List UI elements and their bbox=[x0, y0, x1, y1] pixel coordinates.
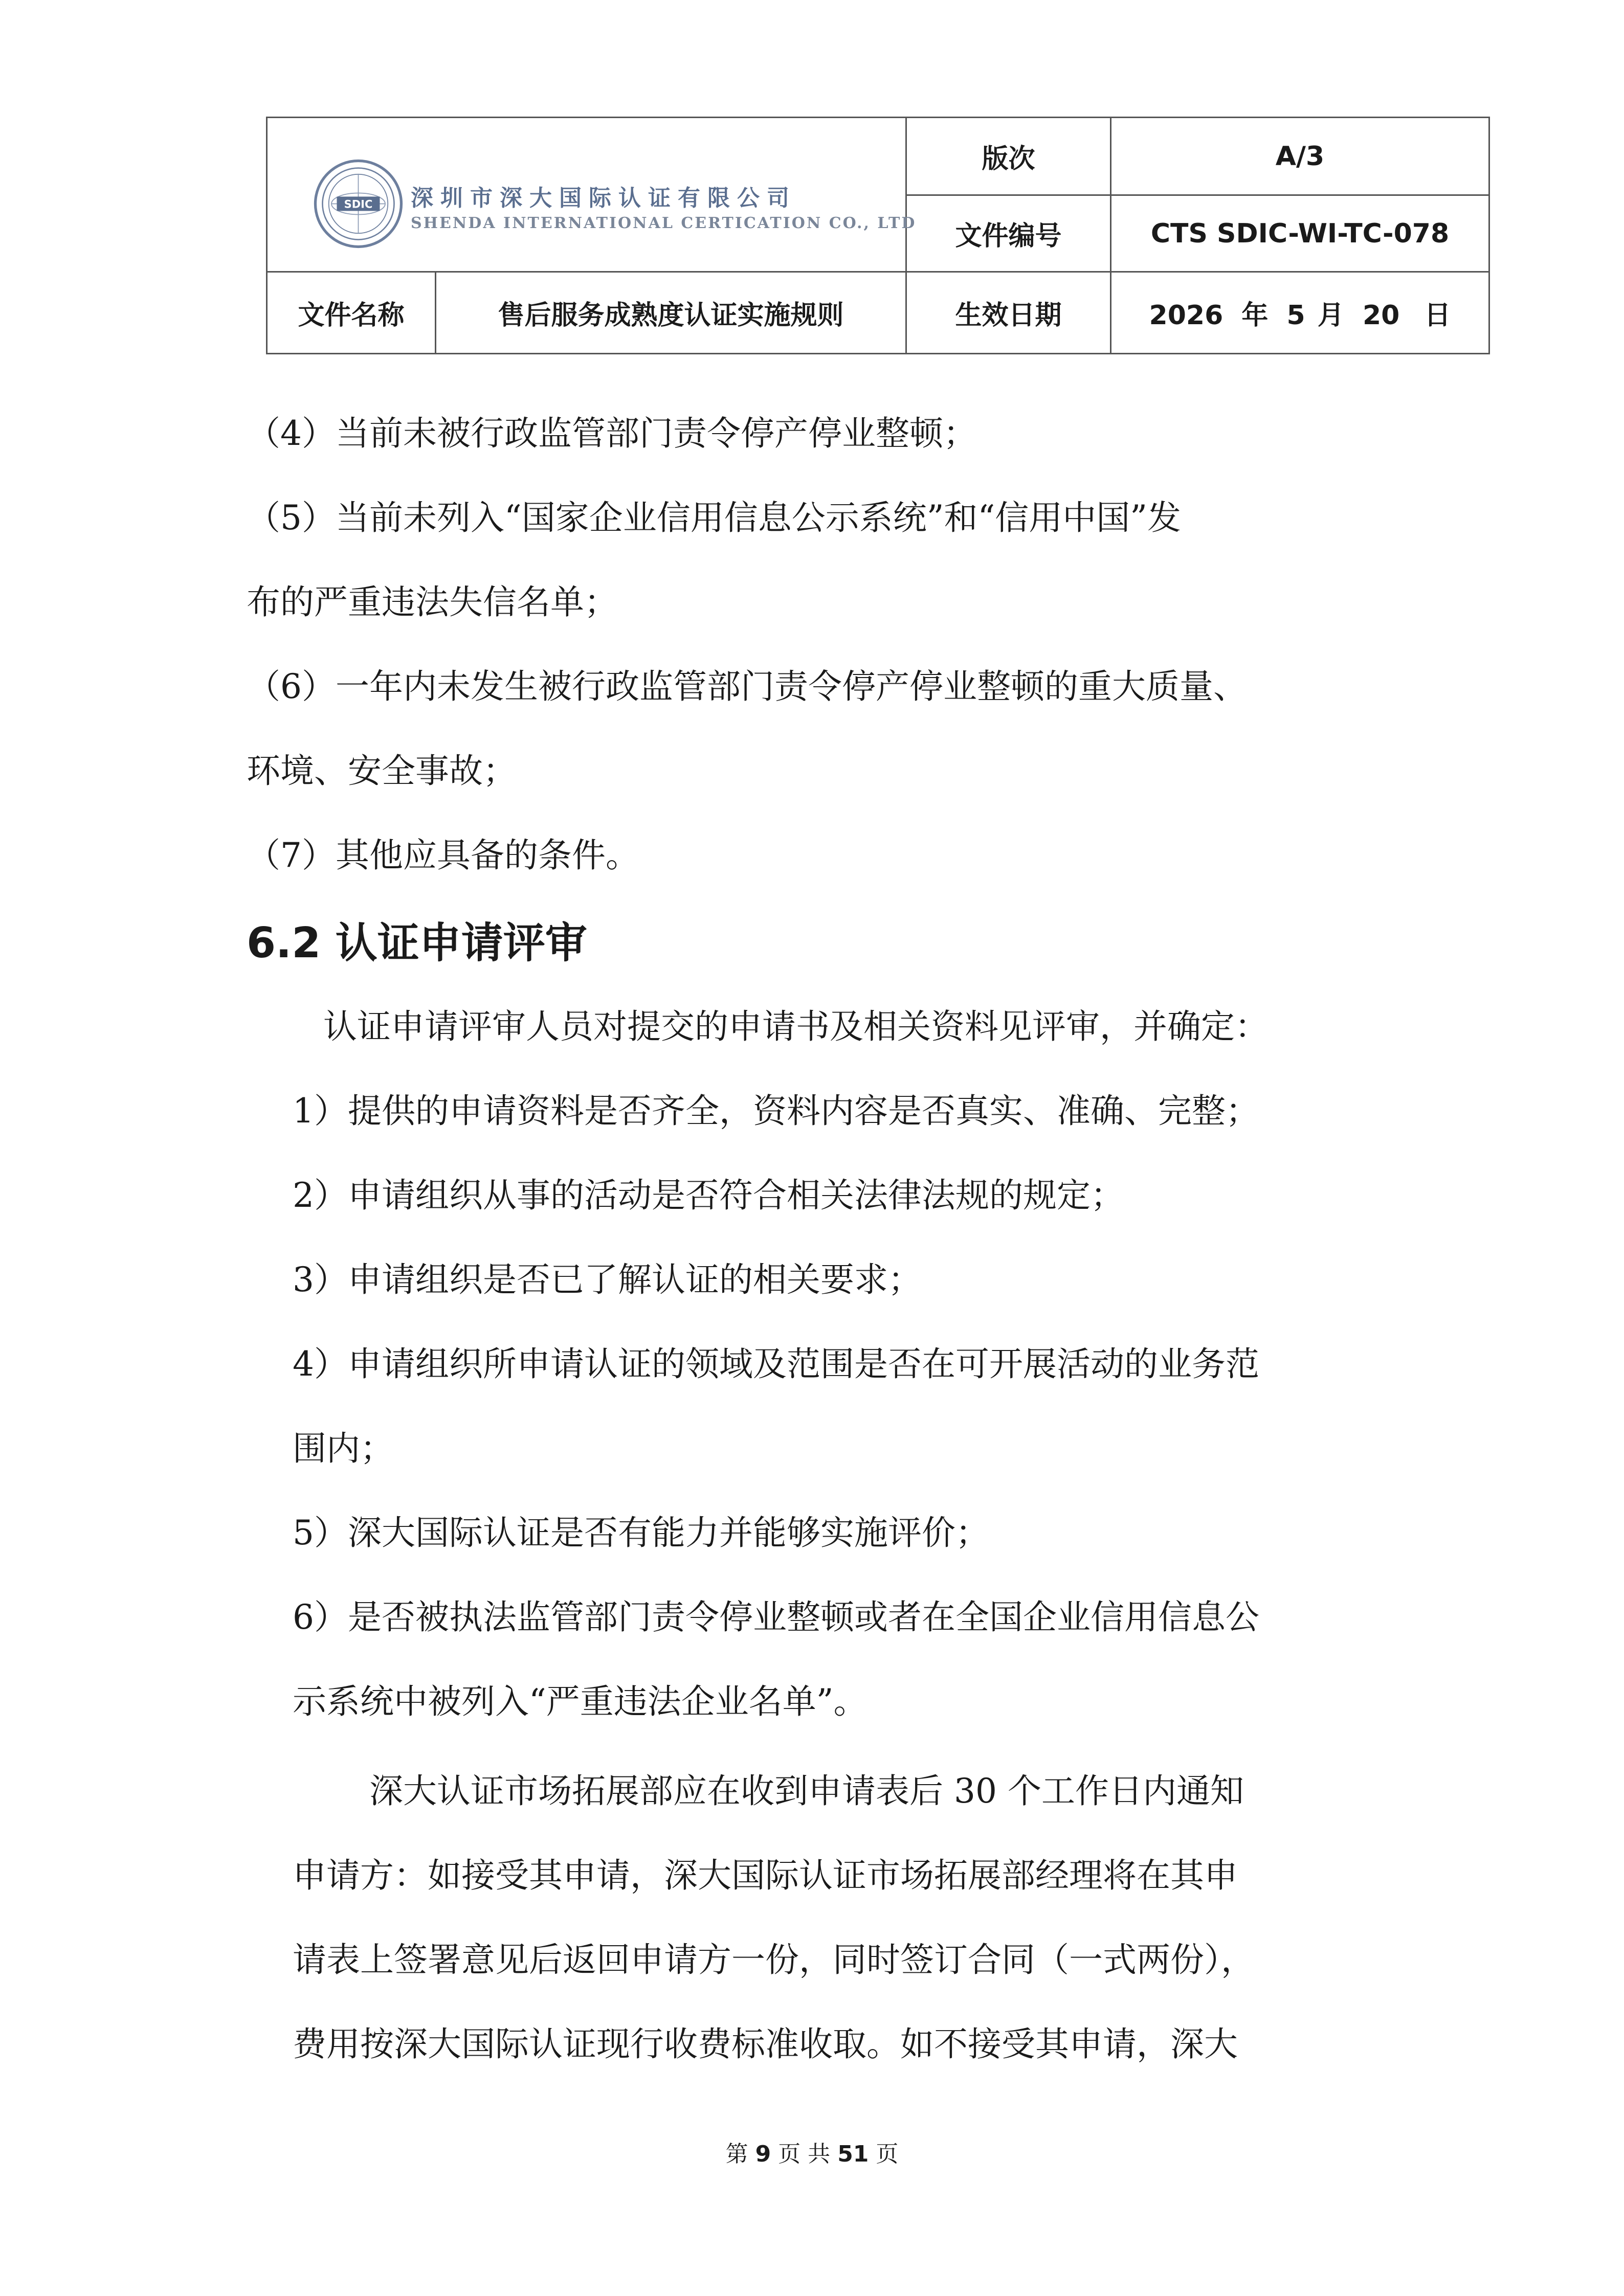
condition-item-6: （6）一年内未发生被行政监管部门责令停产停业整顿的重大质量、 bbox=[247, 667, 1247, 706]
section-heading: 6.2 认证申请评审 bbox=[247, 919, 587, 967]
review-intro: 认证申请评审人员对提交的申请书及相关资料见评审，并确定： bbox=[323, 1007, 1269, 1046]
page-total: 51 bbox=[837, 2141, 869, 2167]
effective-date-label: 生效日期 bbox=[906, 272, 1111, 354]
logo-mark-text: SDIC bbox=[344, 198, 373, 211]
effective-day: 20 bbox=[1362, 300, 1400, 331]
version-value: A/3 bbox=[1111, 118, 1489, 195]
company-name-en: SHENDA INTERNATIONAL CERTICATION CO., LTD bbox=[411, 214, 917, 232]
effective-year: 2026 bbox=[1149, 300, 1223, 331]
company-logo-cell bbox=[267, 118, 917, 272]
version-label: 版次 bbox=[906, 118, 1111, 195]
company-name-cn: 深圳市深大国际认证有限公司 bbox=[411, 185, 796, 211]
condition-item-5: （5）当前未列入“国家企业信用信息公示系统”和“信用中国”发 bbox=[247, 498, 1181, 537]
effective-day-unit: 日 bbox=[1424, 300, 1451, 331]
doc-number-label: 文件编号 bbox=[906, 195, 1111, 272]
condition-item-4: （4）当前未被行政监管部门责令停产停业整顿； bbox=[247, 414, 977, 453]
review-item-6-cont: 示系统中被列入“严重违法企业名单”。 bbox=[293, 1682, 867, 1721]
paragraph-line-2: 申请方：如接受其申请，深大国际认证市场拓展部经理将在其申 bbox=[293, 1856, 1238, 1895]
condition-item-6-cont: 环境、安全事故； bbox=[247, 751, 517, 791]
effective-month: 5 bbox=[1286, 300, 1305, 331]
condition-item-7: （7）其他应具备的条件。 bbox=[247, 836, 639, 875]
doc-name-label: 文件名称 bbox=[267, 272, 436, 354]
effective-year-unit: 年 bbox=[1241, 300, 1269, 331]
paragraph-line-3: 请表上签署意见后返回申请方一份，同时签订合同（一式两份）， bbox=[293, 1940, 1255, 1979]
document-header-table bbox=[266, 117, 1490, 354]
review-item-4: 4）申请组织所申请认证的领域及范围是否在可开展活动的业务范 bbox=[293, 1344, 1259, 1384]
paragraph-line-1: 深大认证市场拓展部应在收到申请表后 30 个工作日内通知 bbox=[369, 1771, 1244, 1811]
page-prefix: 第 bbox=[725, 2141, 748, 2167]
review-item-5: 5）深大国际认证是否有能力并能够实施评价； bbox=[293, 1513, 989, 1552]
effective-month-unit: 月 bbox=[1317, 300, 1344, 331]
page-current: 9 bbox=[755, 2141, 771, 2167]
review-item-6: 6）是否被执法监管部门责令停业整顿或者在全国企业信用信息公 bbox=[293, 1597, 1259, 1637]
review-item-4-cont: 围内； bbox=[293, 1429, 394, 1468]
company-seal-icon bbox=[314, 159, 403, 249]
doc-number-value: CTS SDIC-WI-TC-078 bbox=[1111, 195, 1489, 272]
effective-date-value bbox=[1111, 272, 1489, 354]
review-item-2: 2）申请组织从事的活动是否符合相关法律法规的规定； bbox=[293, 1176, 1124, 1215]
page-footer bbox=[0, 2140, 1624, 2169]
doc-name-value: 售后服务成熟度认证实施规则 bbox=[436, 272, 906, 354]
company-logo bbox=[314, 154, 917, 256]
review-item-1: 1）提供的申请资料是否齐全，资料内容是否真实、准确、完整； bbox=[293, 1091, 1259, 1131]
page-suffix: 页 bbox=[876, 2141, 899, 2167]
condition-item-5-cont: 布的严重违法失信名单； bbox=[247, 582, 618, 622]
paragraph-line-4: 费用按深大国际认证现行收费标准收取。如不接受其申请，深大 bbox=[293, 2024, 1238, 2064]
page-mid: 页 共 bbox=[778, 2141, 831, 2167]
review-item-3: 3）申请组织是否已了解认证的相关要求； bbox=[293, 1260, 922, 1299]
